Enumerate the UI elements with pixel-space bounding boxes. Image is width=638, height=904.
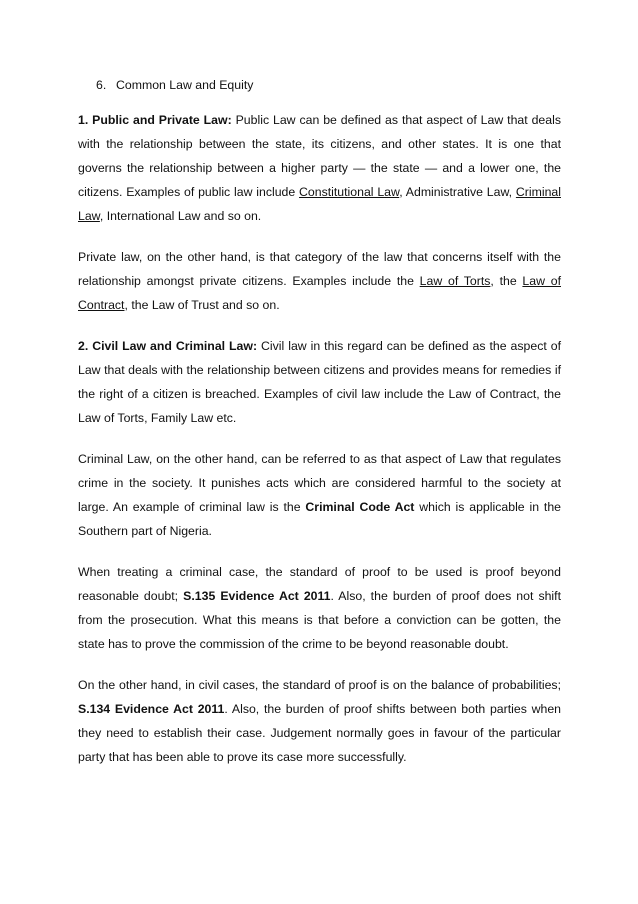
list-item-common-law	[78, 76, 561, 94]
list-item-text: Common Law and Equity	[116, 78, 254, 92]
text: , the Law of Trust and so on.	[124, 298, 280, 312]
text: , Administrative Law,	[399, 185, 516, 199]
link-law-of-contract[interactable]: Law of Contract	[78, 274, 561, 312]
text: When treating a criminal case, the standard of proof to be used is proof beyond reasonable doubt;	[78, 565, 561, 603]
text: , International Law and so on.	[99, 209, 262, 223]
paragraph-criminal-proof	[78, 560, 561, 656]
text: On the other hand, in civil cases, the standard of proof is on the balance of probabilities;	[78, 678, 561, 692]
paragraph-civil-proof	[78, 673, 561, 769]
paragraph-private-law	[78, 245, 561, 317]
section-heading-public-private: 1. Public and Private Law:	[78, 113, 232, 127]
link-criminal-law[interactable]: Criminal Law	[78, 185, 561, 223]
section-heading-civil-criminal: 2. Civil Law and Criminal Law:	[78, 339, 258, 353]
paragraph-public-law	[78, 108, 561, 228]
text: Private law, on the other hand, is that category of the law that concerns itself with the relationship amongst private citizens. Examples include the	[78, 250, 561, 288]
text: Civil law in this regard can be defined as the aspect of Law that deals with the relationship between citizens and provides means for remedies if the right of a citizen is breached. Examples of civil law include the Law of Contract, the Law of Torts, Family Law etc.	[78, 339, 561, 425]
text: which is applicable in the Southern part of Nigeria.	[78, 500, 561, 538]
bold-s134: S.134 Evidence Act 2011	[78, 702, 225, 716]
list-item-number: 6.	[96, 78, 107, 92]
bold-criminal-code-act: Criminal Code Act	[305, 500, 415, 514]
link-law-of-torts[interactable]: Law of Torts	[419, 274, 491, 288]
paragraph-criminal-law	[78, 447, 561, 543]
text: , the	[490, 274, 523, 288]
text: . Also, the burden of proof does not shift from the prosecution. What this means is that before a conviction can be gotten, the state has to prove the commission of the crime to be beyond reasonable doubt.	[78, 589, 562, 651]
text: . Also, the burden of proof shifts between both parties when they need to establish their case. Judgement normally goes in favour of the particular party that has been able to prove its case more successfully.	[78, 702, 562, 764]
bold-s135: S.135 Evidence Act 2011	[183, 589, 331, 603]
text: Criminal Law, on the other hand, can be referred to as that aspect of Law that regulates crime in the society. It punishes acts which are considered harmful to the society at large. An example of criminal law is the	[78, 452, 561, 514]
paragraph-civil-law	[78, 334, 561, 430]
text: Public Law can be defined as that aspect of Law that deals with the relationship between the state, its citizens, and other states. It is one that governs the relationship between a higher party — the state — and a lower one, the citizens. Examples of public law include	[78, 113, 561, 199]
link-constitutional-law[interactable]: Constitutional Law	[299, 185, 400, 199]
